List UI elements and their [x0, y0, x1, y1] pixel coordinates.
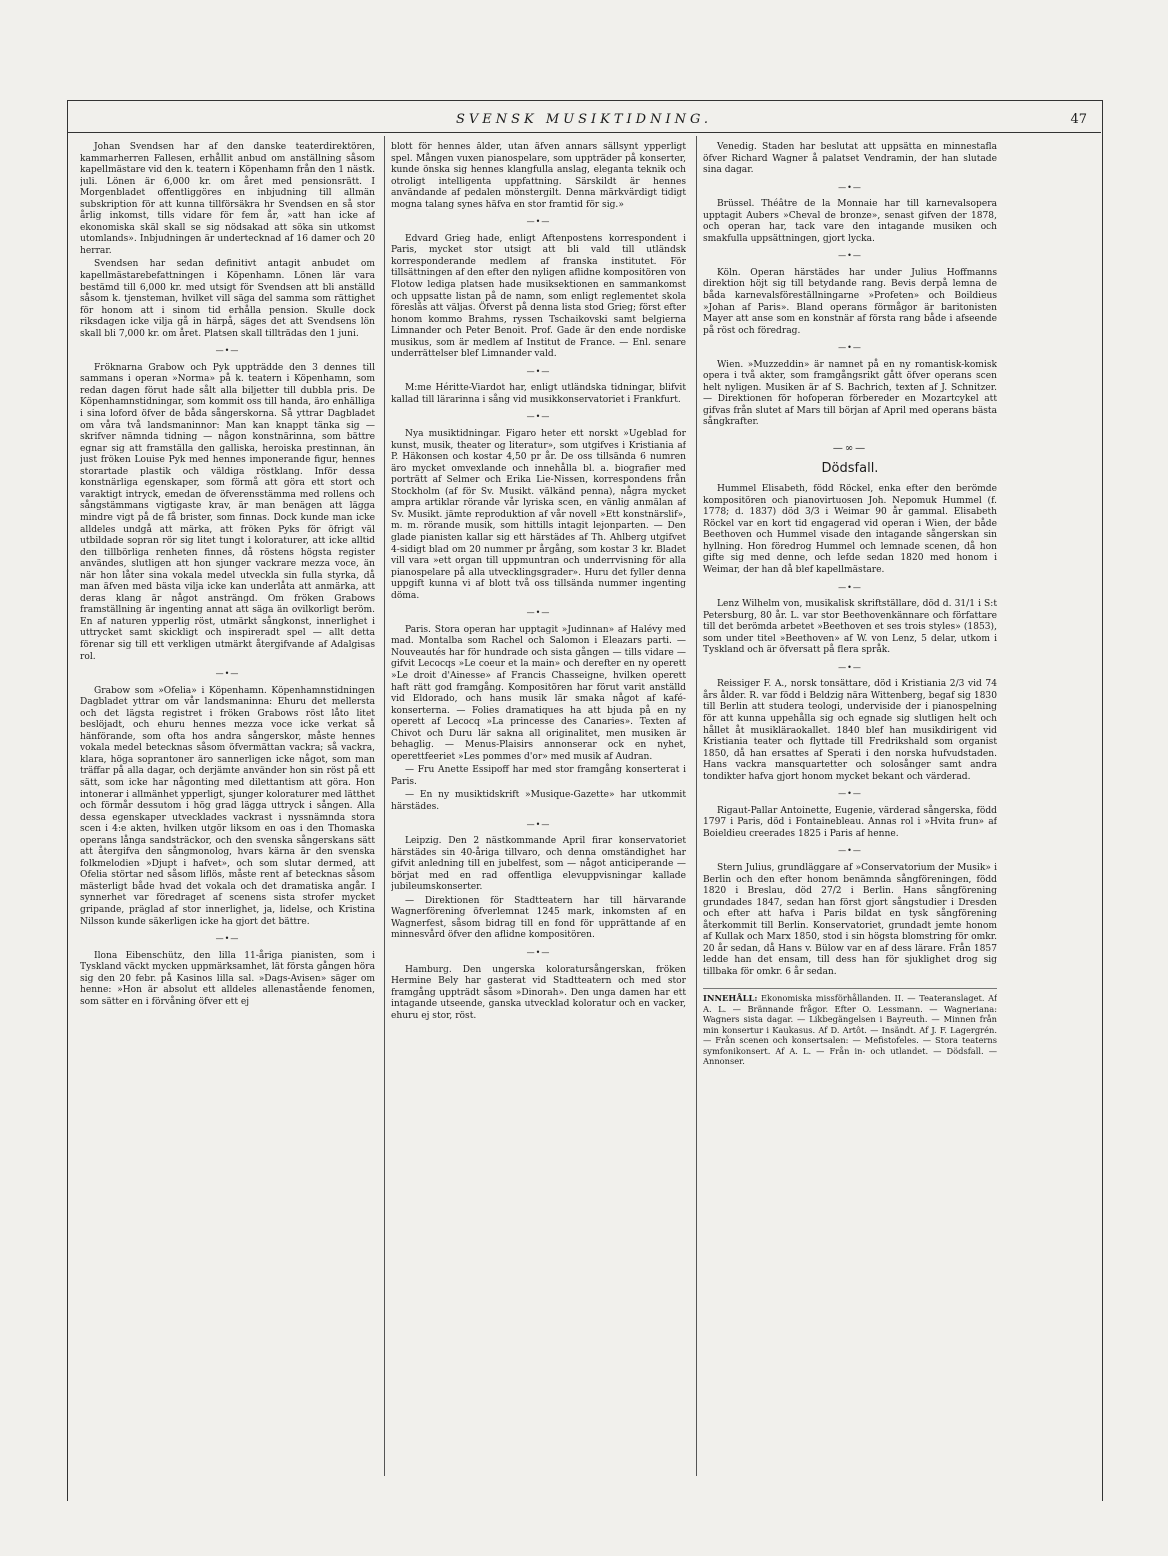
table-of-contents [703, 988, 997, 1067]
journal-title: SVENSK MUSIKTIDNING. [455, 112, 713, 127]
separator: —•— [838, 789, 862, 799]
article-eibenschutz-cont: blott för hennes ålder, utan äfven annars sällsynt ypperligt spel. Mången vuxen pianospelare, som uppträder på konserter, kunde önska sig hennes klangfulla anslag, eleganta teknik och otroligt intelligenta uppfattning. Särskildt är hennes användande af pedalen mönstergilt. Denna märkvärdigt tidigt mogna talang synes häfva en stor framtid för sig.» [391, 142, 686, 210]
column-2 [391, 142, 686, 1462]
separator: —•— [526, 819, 551, 829]
article-grabow-pyk: Fröknarna Grabow och Pyk uppträdde den 3 dennes till sammans i operan »Norma» på k. teatern i Köpenhamn, som redan dagen förut hade sålt alla biljetter till dubbla pris. De Köpenhamnstidningar, som kommit oss till handa, äro enhälliga i sina loford öfver de båda sångerskorna. Så yttrar Dagbladet om våra två landsmaninnor: Man kan knappt tänka sig — skrifver nämnda tidning — någon konstnärinna, som bättre egnar sig att framställa den galliska, heroiska prestinnan, än just fröken Louise Pyk med hennes imponerande figur, hennes storartade plastik och väldiga röstklang. Inför dessa konstnärliga egenskaper, som förmå att göra ett stort och varaktigt intryck, emedan de öfverensstämma med rollens och sångstämmans vigtigaste krav, är man benägen att lägga mindre vigt på de få brister, som finnas. Dock kunde man icke alldeles undgå att märka, att fröken Pyks för öfrigt väl utbildade sopran rör sig litet tungt i koloraturer, att icke alltid den tillbörliga renheten finnes, då röstens högsta register användes, slutligen att hon sjunger vackrare mezza voce, än när hon låter sina vokala medel utveckla sin fulla styrka, då man äfven med bästa vilja icke kan underlåta att anmärka, att deras klang är något ansträngd. Om fröken Grabows framställning är ingenting annat att säga än ovilkorligt beröm. En af naturen ypperlig röst, utmärkt sångkonst, innerlighet i uttrycket samt skickligt och inspireradt spel — allt detta förenar sig till ett verkligen utmärkt återgifvande af Adalgisas rol. [80, 362, 375, 662]
obituary-reissiger: Reissiger F. A., norsk tonsättare, död i Kristiania 2/3 vid 74 års ålder. R. var född i Beldzig nära Wittenberg, begaf sig 1830 till Berlin att studera teologi, underviside der i pianospelning för att kunna uppehålla sig och egnade sig slutligen helt och hållet åt musikläraokallet. 1840 blef han musikdirigent vid Kristiania teater och flyttade till Fredrikshald som organist 1850, då han ersattes af Sperati i den norska hufvudstaden. Hans vackra mansquartetter och solosånger samt andra tondikter hafva gjort honom mycket bekant och värderad. [703, 679, 997, 782]
contents-label: INNEHÅLL: [703, 993, 758, 1004]
separator: —•— [215, 346, 240, 356]
separator: —•— [215, 669, 240, 679]
article-paris-gazette: — En ny musiktidskrift »Musique-Gazette» har utkommit härstädes. [391, 790, 686, 812]
page-number: 47 [1070, 112, 1087, 127]
separator: —•— [526, 412, 551, 422]
separator: —•— [526, 948, 551, 957]
ornament: —∞— [832, 443, 868, 455]
separator: —•— [838, 846, 862, 856]
article-grieg: Edvard Grieg hade, enligt Aftenpostens korrespondent i Paris, mycket stor utsigt att bli vald till utländsk korresponderande medlem af franska institutet. För tillsättningen af den efter den nyligen aflidne kompositören von Flotow lediga platsen hade musiksektionen en sammankomst och uppsatte listan på de namn, som enligt reglementet skola föreslås att väljas. Öfverst på denna lista stod Grieg; först efter honom kommo Brahms, ryssen Tschaikovski samt belgierna Limnander och Peter Benoit. Prof. Gade är den ende nordiske musikus, som är medlem af Institut de France. — Enl. senare underrättelser blef Limnander vald. [391, 233, 686, 360]
contents-text: Ekonomiska missförhållanden. II. — Teateranslaget. Af A. L. — Brännande frågor. Efter O. Lessmann. — Wagneriana: Wagners sista dagar. — Likbegängelsen i Bayreuth. — Minnen från min konsertur i Kaukasus. Af D. Artôt. — Insändt. Af J. F. Lagergrén. — Från scenen och konsertsalen: — Mefistofeles. — Stora teaterns symfonikonsert. Af A. L. — Från in- och utlandet. — Dödsfall. — Annonser. [703, 993, 997, 1067]
article-venedig: Venedig. Staden har beslutat att uppsätta en minnestafla öfver Richard Wagner å palatset Vendramin, der han slutade sina dagar. [703, 142, 997, 176]
article-hamburg: Hamburg. Den ungerska koloratursångerskan, fröken Hermine Bely har gasterat vid Stadtteatern och med stor framgång uppträdt såsom »Dinorah». Den unga damen har ett intagande utseende, ganska utvecklad koloratur och en vacker, ehuru ej stor, röst. [391, 964, 686, 1021]
column-3 [703, 142, 997, 1472]
article-wien: Wien. »Muzzeddin» är namnet på en ny romantisk-komisk opera i två akter, som framgångsrikt gått öfver operans scen helt nyligen. Musiken är af S. Bachrich, texten af J. Schnitzer. — Direktionen för hofoperan förbereder en Mozartcykel att gifvas från slutet af Mars till början af April med operans bästa sångkrafter. [703, 359, 997, 428]
article-brussel: Brüssel. Théâtre de la Monnaie har till karnevalsopera upptagit Aubers »Cheval de bronze», senast gifven der 1878, och operan har, tack vare den intagande musiken och smakfulla uppsättningen, gjort lycka. [703, 199, 997, 244]
separator: —•— [526, 608, 551, 618]
separator: —•— [526, 217, 551, 227]
article-svendsen-2: Svendsen har sedan definitivt antagit anbudet om kapellmästarebefattningen i Köpenhamn. Lönen lär vara bestämd till 6,000 kr. med utsigt för Svendsen att bli anställd såsom k. tjensteman, hvilket vill säga del samma som rättighet för honom att i sinom tid erhålla pension. Skulle dock riksdagen icke vilja gå in härpå, säges det att Svendsens lön skall bli 7,000 kr. om året. Platsen skall tillträdas den 1 juni. [80, 259, 375, 339]
article-leipzig: Leipzig. Den 2 nästkommande April firar konservatoriet härstädes sin 40-åriga tillvaro, och denna omständighet har gifvit anledning till en jubelfest, som — något anticiperande — börjat med en rad offentliga elevuppvisningar kallade jubileumskonserter. [391, 836, 686, 893]
article-leipzig-2: — Direktionen för Stadtteatern har till härvarande Wagnerförening öfverlemnat 1245 mark, inkomsten af en Wagnerfest, såsom bidrag till en fond för upprättande af en minnesvård öfver den aflidne kompositören. [391, 895, 686, 941]
header-rule [67, 132, 1101, 133]
separator: —•— [838, 182, 862, 192]
obituary-hummel: Hummel Elisabeth, född Röckel, enka efter den berömde kompositören och pianovirtuosen Joh. Nepomuk Hummel (f. 1778; d. 1837) död 3/3 i Weimar 90 år gammal. Elisabeth Röckel var en kort tid engagerad vid operan i Wien, der både Beethoven och Hummel visade den intagande sångerskan sin hyllning. Hon föredrog Hummel och lemnade scenen, då hon gifte sig med denne, och lefde sedan 1820 med honom i Weimar, der han då blef kapellmästare. [703, 484, 997, 575]
separator: —•— [838, 662, 862, 672]
obituary-rigaut: Rigaut-Pallar Antoinette, Eugenie, värderad sångerska, född 1797 i Paris, död i Fontainebleau. Annas rol i »Hvita frun» af Boieldieu creerades 1825 i Paris af henne. [703, 805, 997, 839]
article-grabow-ofelia: Grabow som »Ofelia» i Köpenhamn. Köpenhamnstidningen Dagbladet yttrar om vår landsmaninna: Ehuru det mellersta och det lägsta registret i fröken Grabows röst låto litet beslöjadt, och ehuru hennes mezza voce icke verkat så hänförande, som ofta hos andra sångerskor, måste hennes vokala medel betecknas såsom öfvermättan vackra; så vackra, klara, höga soprantoner äro sannerligen icke något, som man träffar på alla dagar, och derjämte använder hon sin röst på ett sätt, som icke har någonting med dilettantism att göra. Hon intonerar i allmänhet ypperligt, sjunger koloraturer med lätthet och förmår dessutom i hög grad lägga uttryck i sången. Alla dessa egenskaper utvecklades vackrast i nyssnämnda stora scen i 4:e akten, hvilken utgör liksom en oas i den Thomaska operans långa sandsträckor, och den svenska sångerskans sätt att återgifva den sångmonolog, hvars kärna är den svenska folkmelodien »Djupt i hafvet», och som slutar dermed, att Ofelia störtar ned såsom liflös, måste rent af betecknas såsom mästerligt både hvad det vokala och det dramatiska angår. I synnerhet var föredraget af scenens sista strofer mycket gripande, präglad af stor innerlighet, ja, lidelse, och Kristina Nilsson kunde säkerligen icke ha gjort det bättre. [80, 685, 375, 927]
obituary-stern: Stern Julius, grundläggare af »Conservatorium der Musik» i Berlin och den efter honom benämnda sångföreningen, född 1820 i Breslau, död 27/2 i Berlin. Hans sångförening grundades 1847, sedan han först gjort sångstudier i Dresden och efter att hafva i Paris bildat en tysk sångförening återkommit till Berlin. Konservatoriet, grundadt jemte honom af Kullak och Marx 1850, stod i sin högsta blomstring för omkr. 20 år sedan, då Hans v. Bülow var en af dess lärare. Från 1857 ledde han det ensam, till dess han för sjuklighet drog sig tillbaka för omkr. 6 år sedan. [703, 862, 997, 977]
article-paris: Paris. Stora operan har upptagit »Judinnan» af Halévy med mad. Montalba som Rachel och Salomon i Eleazars parti. — Nouveautés har för hundrade och sista gången — tills vidare — gifvit Lecocqs »Le coeur et la main» och derefter en ny operett »Le droit d'Ainesse» af Francis Chasseigne, hvilken operett haft rätt god framgång. Kompositören har förut varit anställd vid Eldorado, och hans musik lär smaka något af kafé-konserterna. — Folies dramatiques ha att bjuda på en ny operett af Lecocq »La princesse des Canaries». Texten af Chivot och Duru lär sakna all originalitet, men musiken är behaglig. — Menus-Plaisirs annonserar ock en nyhet, operettfeeriet »Les pommes d'or» med musik af Audran. [391, 624, 686, 762]
article-viardot: M:me Héritte-Viardot har, enligt utländska tidningar, blifvit kallad till lärarinna i sång vid musikkonservatoriet i Frankfurt. [391, 383, 686, 405]
obituary-lenz: Lenz Wilhelm von, musikalisk skriftställare, död d. 31/1 i S:t Petersburg, 80 år. L. var stor Beethovenkännare och författare till det berömda arbetet »Beethoven et ses trois styles» (1853), som under titel »Beethoven» af W. von Lenz, 5 delar, utkom i Tyskland och är öfversatt på flera språk. [703, 599, 997, 656]
article-koln: Köln. Operan härstädes har under Julius Hoffmanns direktion höjt sig till betydande rang. Bevis derpå lemna de båda karnevalsföreställningarne »Profeten» och Boildieus »Johan af Paris». Bland operans förmågor är baritonisten Mayer att anse som en konstnär af första rang både i afseende på röst och föredrag. [703, 267, 997, 336]
page-header [67, 112, 1101, 134]
separator: —•— [526, 366, 551, 376]
article-nya-musiktidningar: Nya musiktidningar. Figaro heter ett norskt »Ugeblad for kunst, musik, theater og literatur», som utgifves i Kristiania af P. Häkonsen och kostar 4,50 pr år. De oss tillsända 6 numren äro mycket omvexlande och innehålla bl. a. biografier med porträtt af Selmer och Erika Lie-Nissen, korrespondens från Stockholm (af för Sv. Musikt. välkänd penna), några mycket ampra artiklar rörande vår lyriska scen, en vänlig anmälan af Sv. Musikt. jämte reproduktion af vår novell »Ett konstnärslif», m. m. rörande musik, som hittills intagit lejonparten. — Den glade pianisten kallar sig ett härstädes af Th. Ahlberg utgifvet 4-sidigt blad om 20 nummer pr årgång, som kostar 3 kr. Bladet vill vara »ett organ till uppmuntran och underrvisning för alla pianospelare på alla utvecklingsgrader». Huru det fyller denna uppgift kunna vi af blott två oss tillsända nummer ingenting döma. [391, 429, 686, 601]
article-paris-essipoff: — Fru Anette Essipoff har med stor framgång konserterat i Paris. [391, 765, 686, 787]
column-divider-1 [384, 136, 385, 1476]
section-title-dodsfall: Dödsfall. [821, 460, 879, 476]
separator: —•— [215, 934, 240, 944]
separator: —•— [838, 251, 862, 261]
article-svendsen: Johan Svendsen har af den danske teaterdirektören, kammarherren Fallesen, erhållit anbud om anställning såsom kapellmästare vid den k. teatern i Köpenhamn från den 1 nästk. juli. Lönen är 6,000 kr. om året med pensionsrätt. I Morgenbladet offentliggöres en inbjudning till allmän subskription för att kunna tillförsäkra hr Svendsen en så stor årlig inkomst, tills vidare för fem år, »att han icke af ekonomiska skäl skall se sig nödsakad att söka sin utkomst utomlands». Inbjudningen är undertecknad af 16 damer och 20 herrar. [80, 142, 375, 256]
separator: —•— [838, 343, 862, 353]
column-1 [80, 142, 375, 1462]
separator: —•— [838, 582, 862, 592]
column-divider-2 [696, 136, 697, 1476]
article-eibenschutz: Ilona Eibenschütz, den lilla 11-åriga pianisten, som i Tyskland väckt mycken uppmärksamhet, lät första gången höra sig den 20 febr. på Kasinos lilla sal. »Dags-Avisen» säger om henne: »Hon är absolut ett alldeles allenastående fenomen, som sätter en i förvåning öfver ett ej [80, 950, 375, 1007]
